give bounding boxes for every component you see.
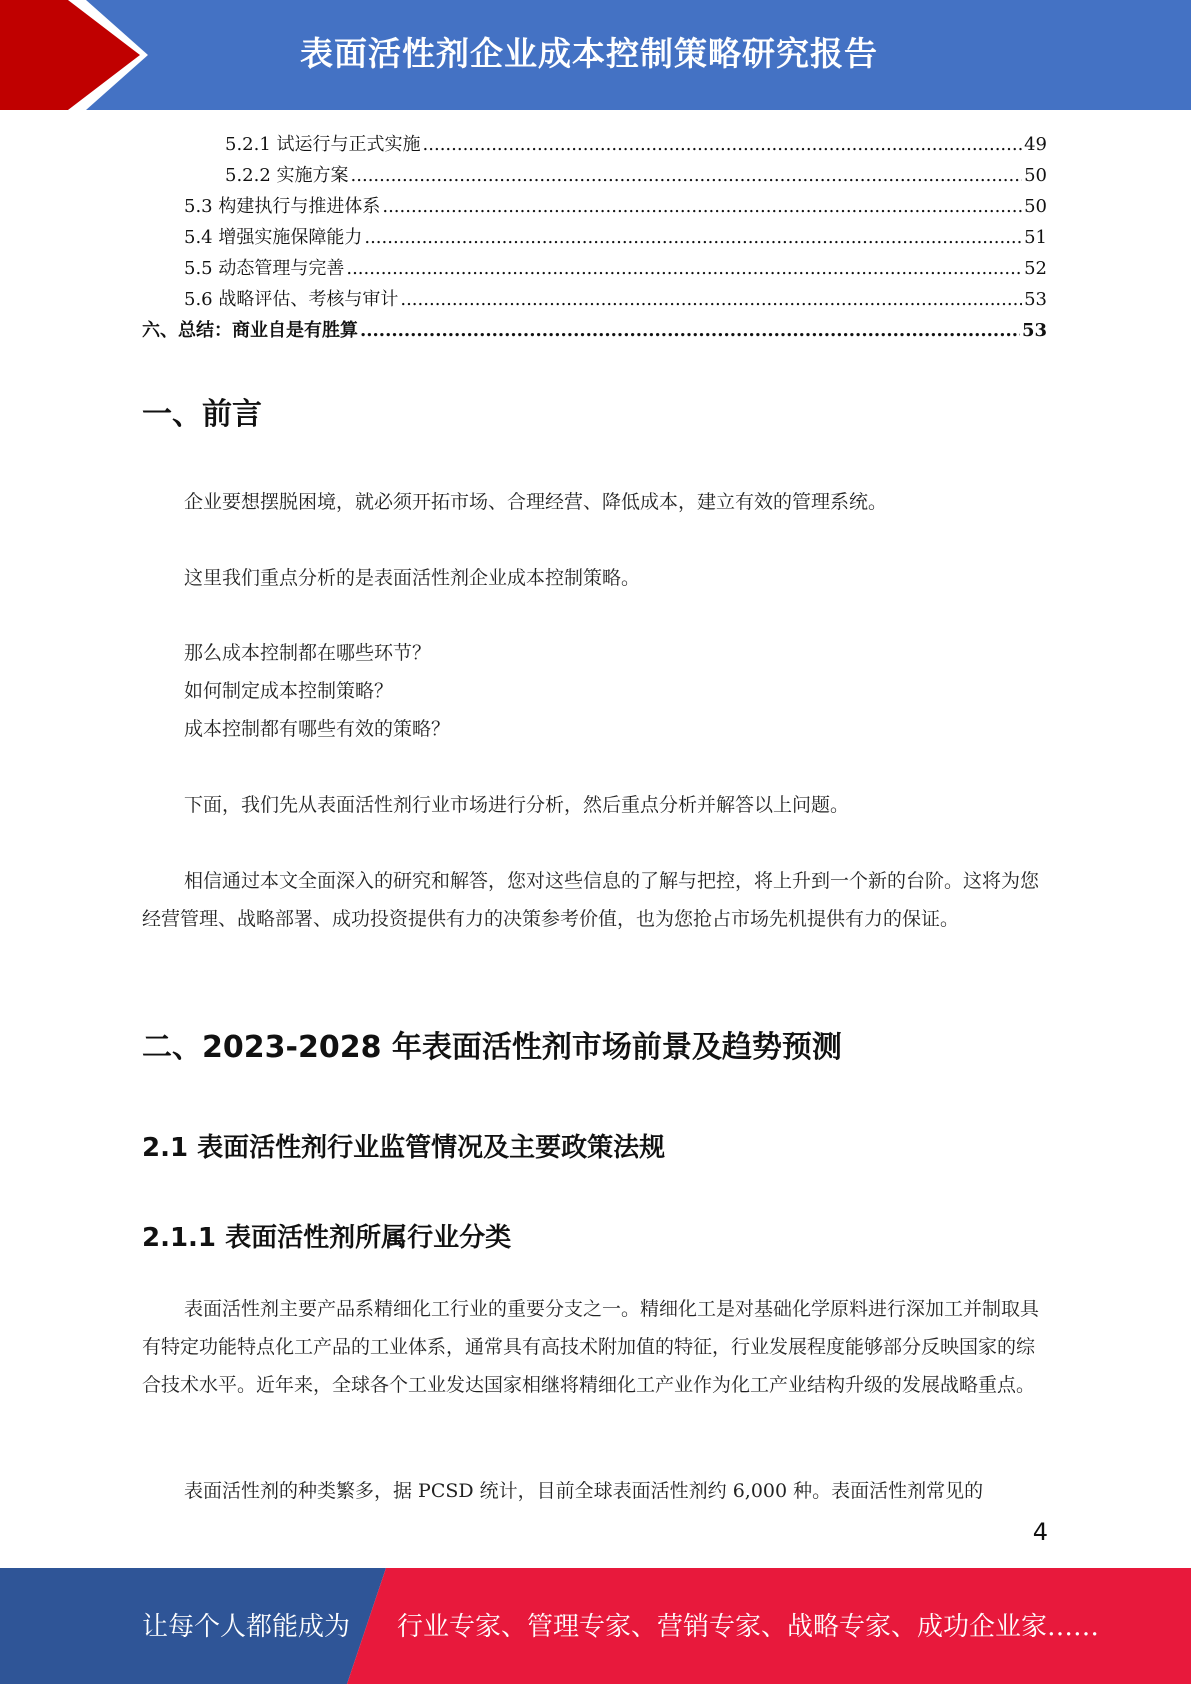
toc-entry[interactable] [142, 315, 1047, 346]
toc-entry-page: 53 [1021, 320, 1047, 341]
subsection-heading: 2.1 表面活性剂行业监管情况及主要政策法规 [142, 1133, 666, 1163]
toc-entry[interactable] [142, 160, 1047, 191]
paragraph: 成本控制都有哪些有效的策略？ [184, 718, 451, 740]
toc-entry-page: 51 [1024, 227, 1047, 248]
header-banner [0, 0, 1191, 110]
report-title: 表面活性剂企业成本控制策略研究报告 [300, 34, 878, 73]
toc-entry-label: 六、总结：商业自是有胜算 [142, 315, 360, 346]
toc-entry-page: 50 [1024, 196, 1047, 217]
paragraph: 那么成本控制都在哪些环节？ [184, 642, 432, 664]
toc-leader-dots [351, 160, 1023, 191]
toc-leader-dots [346, 253, 1022, 284]
toc-entry-page: 52 [1024, 258, 1047, 279]
footer-banner [0, 1568, 1191, 1684]
page-number: 4 [1032, 1518, 1048, 1546]
toc-entry-label: 5.2.1 试运行与正式实施 [225, 129, 423, 160]
paragraph: 企业要想摆脱困境，就必须开拓市场、合理经营、降低成本，建立有效的管理系统。 [184, 491, 888, 513]
footer-slogan-left: 让每个人都能成为 [142, 1612, 351, 1642]
toc-entry[interactable] [142, 253, 1047, 284]
paragraph: 这里我们重点分析的是表面活性剂企业成本控制策略。 [184, 567, 641, 589]
toc-leader-dots [423, 129, 1023, 160]
toc-entry-label: 5.4 增强实施保障能力 [184, 222, 364, 253]
section-heading-market-outlook: 二、2023-2028 年表面活性剂市场前景及趋势预测 [142, 1030, 842, 1065]
toc-entry-label: 5.6 战略评估、考核与审计 [184, 284, 400, 315]
table-of-contents [142, 129, 1047, 346]
toc-entry[interactable] [142, 284, 1047, 315]
toc-entry-label: 5.5 动态管理与完善 [184, 253, 346, 284]
toc-leader-dots [400, 284, 1022, 315]
toc-leader-dots [364, 222, 1022, 253]
toc-entry-label: 5.2.2 实施方案 [225, 160, 351, 191]
toc-leader-dots [382, 191, 1022, 222]
toc-entry-page: 53 [1024, 289, 1047, 310]
paragraph: 表面活性剂的种类繁多，据 PCSD 统计，目前全球表面活性剂约 6,000 种。表面活性剂常见的 [184, 1480, 984, 1502]
section-heading-preface: 一、前言 [142, 397, 262, 432]
paragraph: 表面活性剂主要产品系精细化工行业的重要分支之一。精细化工是对基础化学原料进行深加工并制取具有特定功能特点化工产品的工业体系，通常具有高技术附加值的特征，行业发展程度能够部分反映国家的综合技术水平。近年来，全球各个工业发达国家相继将精细化工产业作为化工产业结构升级的发展战略重点。 [142, 1298, 1040, 1396]
toc-leader-dots [360, 315, 1020, 346]
footer-slogan-right: 行业专家、管理专家、营销专家、战略专家、成功企业家…… [397, 1612, 1100, 1642]
toc-entry-page: 50 [1024, 165, 1047, 186]
paragraph: 相信通过本文全面深入的研究和解答，您对这些信息的了解与把控，将上升到一个新的台阶。这将为您经营管理、战略部署、成功投资提供有力的决策参考价值，也为您抢占市场先机提供有力的保证。 [142, 870, 1040, 930]
toc-entry[interactable] [142, 222, 1047, 253]
paragraph: 如何制定成本控制策略？ [184, 680, 394, 702]
toc-entry[interactable] [142, 191, 1047, 222]
subsubsection-heading: 2.1.1 表面活性剂所属行业分类 [142, 1223, 512, 1253]
toc-entry-label: 5.3 构建执行与推进体系 [184, 191, 382, 222]
paragraph: 下面，我们先从表面活性剂行业市场进行分析，然后重点分析并解答以上问题。 [184, 794, 850, 816]
toc-entry[interactable] [142, 129, 1047, 160]
toc-entry-page: 49 [1024, 134, 1047, 155]
